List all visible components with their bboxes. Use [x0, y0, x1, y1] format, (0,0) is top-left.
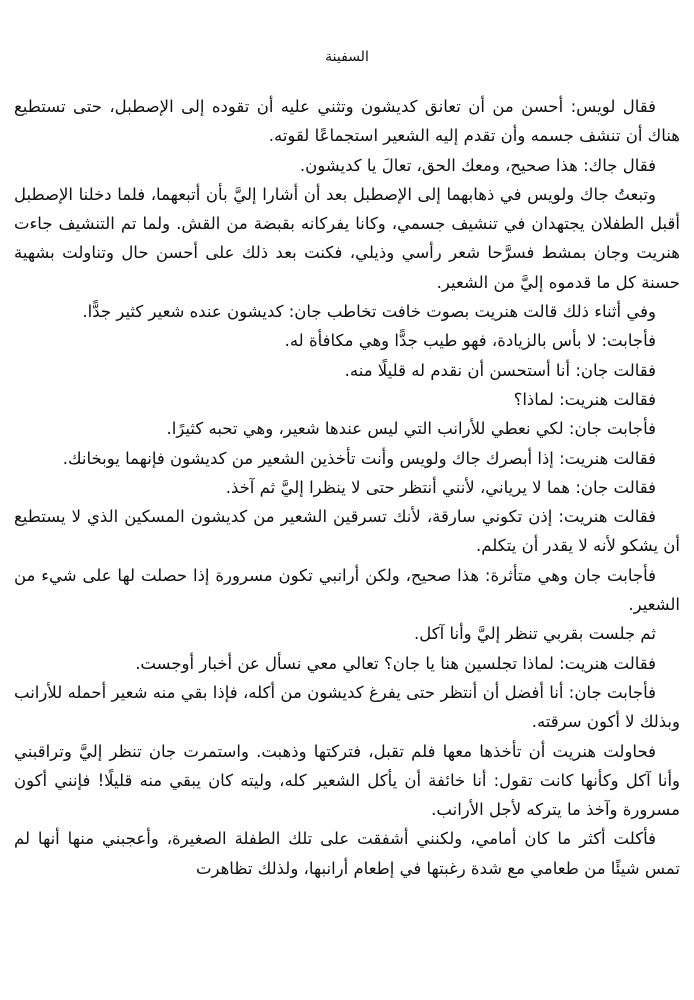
paragraph: فأجابت جان: لكي نعطي للأرانب التي ليس عندها شعير، وهي تحبه كثيرًا.: [166, 419, 656, 439]
paragraph: فقال لويس: أحسن من أن تعانق كديشون وتثني عليه أن تقوده إلى الإصطبل، حتى تستطيع هناك أن تنشف جسمه وأن تقدم إليه الشعير استجماعًا لقوته.: [14, 97, 680, 146]
paragraph: فأكلت أكثر ما كان أمامي، ولكنني أشفقت على تلك الطفلة الصغيرة، وأعجبني منها أنها لم تمس شيئًا من طعامي مع شدة رغبتها في إطعام أرانبها، ولذلك تظاهرت: [14, 829, 680, 878]
paragraph: فأجابت جان وهي متأثرة: هذا صحيح، ولكن أرانبي تكون مسرورة إذا حصلت لها على شيء من الشعير.: [14, 565, 680, 615]
paragraph: فقالت هنريت: لماذا تجلسين هنا يا جان؟ تعالي معي نسأل عن أخبار أوجست.: [135, 653, 656, 673]
paragraph: فقالت جان: هما لا يرياني، لأنني أنتظر حتى لا ينظرا إليَّ ثم آخذ.: [225, 477, 656, 497]
page-body: [14, 92, 680, 883]
paragraph: فقال جاك: هذا صحيح، ومعك الحق، تعالَ يا كديشون.: [299, 155, 656, 175]
paragraph: وتبعتُ جاك ولويس في ذهابهما إلى الإصطبل بعد أن أشارا إليَّ بأن أتبعهما، فلما دخلنا الإصطبل أقبل الطفلان يجتهدان في تنشيف جسمي، وكانا يفركانه بقبضة من القش. ولما تم التنشيف جاءت هنريت وجان بمشط فسرَّحا شعر رأسي وذيلي، فكنت بعد ذلك على أحسن حال وتناولت بشهية حسنة كل ما قدموه إليَّ من الشعير.: [14, 184, 680, 292]
book-page: [14, 0, 680, 1000]
paragraph: فأجابت جان: أنا أفضل أن أنتظر حتى يفرغ كديشون من أكله، فإذا بقي منه شعير أحمله للأرانب وبذلك لا أكون سرقته.: [14, 682, 680, 732]
paragraph: فأجابت: لا بأس بالزيادة، فهو طيب جدًّا وهي مكافأة له.: [284, 331, 656, 351]
paragraph: فحاولت هنريت أن تأخذها معها فلم تقبل، فتركتها وذهبت. واستمرت جان تنظر إليَّ وتراقبني وأنا آكل وكأنها كانت تقول: أنا خائفة أن يأكل الشعير كله، وليته كان يبقي منه قليلًا! فإنني أكون مسرورة وآخذ ما يتركه لأجل الأرانب.: [14, 741, 680, 820]
paragraph: ثم جلست بقربي تنظر إليَّ وأنا آكل.: [414, 624, 656, 644]
paragraph: فقالت هنريت: إذن تكوني سارقة، لأنك تسرقين الشعير من كديشون المسكين الذي لا يستطيع أن يشكو لأنه لا يقدر أن يتكلم.: [14, 507, 680, 556]
paragraph: فقالت هنريت: لماذا؟: [513, 389, 656, 409]
paragraph: فقالت جان: أنا أستحسن أن نقدم له قليلًا منه.: [344, 360, 656, 380]
paragraph: وفي أثناء ذلك قالت هنريت بصوت خافت تخاطب جان: كديشون عنده شعير كثير جدًّا.: [82, 302, 656, 322]
paragraph: فقالت هنريت: إذا أبصرك جاك ولويس وأنت تأخذين الشعير من كديشون فإنهما يوبخانك.: [62, 448, 656, 468]
running-header: السفينة: [325, 49, 369, 65]
